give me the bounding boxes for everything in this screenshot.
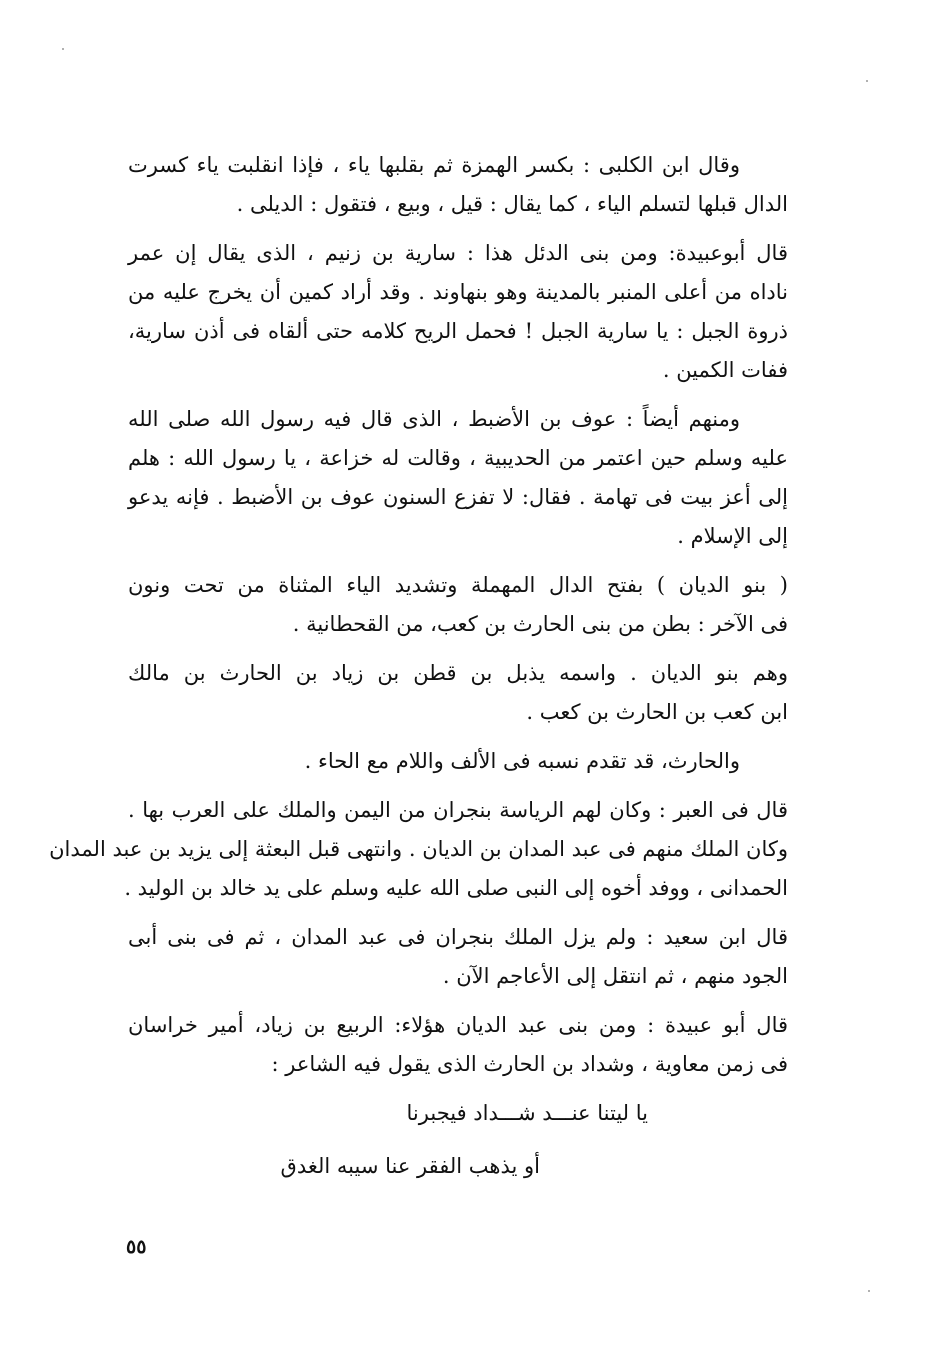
paragraph-abu-ubaida-rabi: [128, 1006, 788, 1084]
paragraph-awf-ibn-al-adbat: [128, 400, 788, 556]
text-line: الدال قبلها لتسلم الياء ، كما يقال : قيل ، وبيع ، فتقول : الديلى .: [236, 192, 788, 216]
text-line: قال ابن سعيد : ولم يزل الملك بنجران فى عبد المدان ، ثم فى بنى أبى: [128, 925, 788, 949]
paragraph-ibn-said: [128, 918, 788, 996]
text-line: ففات الكمين .: [662, 358, 788, 382]
text-line: الجود منهم ، ثم انتقل إلى الأعاجم الآن .: [442, 964, 788, 988]
paragraph-ibn-al-kalbi: [128, 146, 788, 224]
text-line: الحمدانى ، ووفد أخوه إلى النبى صلى الله عليه وسلم على يد خالد بن الوليد .: [124, 876, 788, 900]
paragraph-lineage: [128, 654, 788, 732]
text-line: قال فى العبر : وكان لهم الرياسة بنجران من اليمن والملك على العرب بها .: [128, 798, 788, 822]
text-line: وهم بنو الديان . واسمه يذبل بن قطن بن زياد بن الحارث بن مالك: [128, 661, 788, 685]
text-line: عليه وسلم حين اعتمر من الحديبية ، وقالت له خزاعة ، يا رسول الله : هلم: [128, 446, 788, 470]
text-line: ( بنو الديان ) بفتح الدال المهملة وتشديد الياء المثناة من تحت ونون: [128, 573, 788, 597]
scan-speck: [866, 80, 868, 82]
text-line: وقال ابن الكلبى : بكسر الهمزة ثم بقلبها ياء ، فإذا انقلبت ياء كسرت: [128, 153, 740, 177]
text-line: ذروة الجبل : يا سارية الجبل ! فحمل الريح كلامه حتى ألقاه فى أذن سارية،: [128, 319, 788, 343]
text-line: ابن كعب بن الحارث بن كعب .: [526, 700, 788, 724]
scan-speck: [62, 48, 64, 50]
text-line: ومنهم أيضاً : عوف بن الأضبط ، الذى قال فيه رسول الله صلى الله: [128, 407, 740, 431]
paragraph-banu-al-dayyan-heading: [128, 566, 788, 644]
text-line: قال أبو عبيدة : ومن بنى عبد الديان هؤلاء: الربيع بن زياد، أمير خراسان: [128, 1013, 788, 1037]
paragraph-al-ibar: [49, 791, 788, 908]
text-line: فى زمن معاوية ، وشداد بن الحارث الذى يقول فيه الشاعر :: [271, 1052, 788, 1076]
page-number: ٥٥: [126, 1236, 147, 1258]
text-line: ناداه من أعلى المنبر بالمدينة وهو بنهاوند . وقد أراد كمين أن يخرج عليه من: [128, 280, 788, 304]
text-line: وكان الملك منهم فى عبد المدان بن الديان . وانتهى قبل البعثة إلى يزيد بن عبد المدان: [49, 837, 788, 861]
verse-line-1: يا ليتنا عنـــد شـــداد فيجبرنا: [406, 1101, 648, 1125]
text-line: قال أبوعبيدة: ومن بنى الدئل هذا : سارية بن زنيم ، الذى يقال إن عمر: [128, 241, 788, 265]
paragraph-abu-ubaida-sariya: [128, 234, 788, 390]
body-text: [49, 146, 788, 1200]
paragraph-al-harith: [128, 742, 788, 781]
verse-line-2: أو يذهب الفقر عنا سيبه الغدق: [280, 1154, 540, 1178]
text-line: إلى الإسلام .: [677, 524, 788, 548]
text-line: إلى أعز بيت فى تهامة . فقال: لا تفزع السنون عوف بن الأضبط . فإنه يدعو: [128, 485, 788, 509]
text-line: والحارث، قد تقدم نسبه فى الألف واللام مع الحاء .: [304, 749, 740, 773]
text-line: فى الآخر : بطن من بنى الحارث بن كعب، من القحطانية .: [292, 612, 788, 636]
scan-speck: [868, 1290, 870, 1292]
